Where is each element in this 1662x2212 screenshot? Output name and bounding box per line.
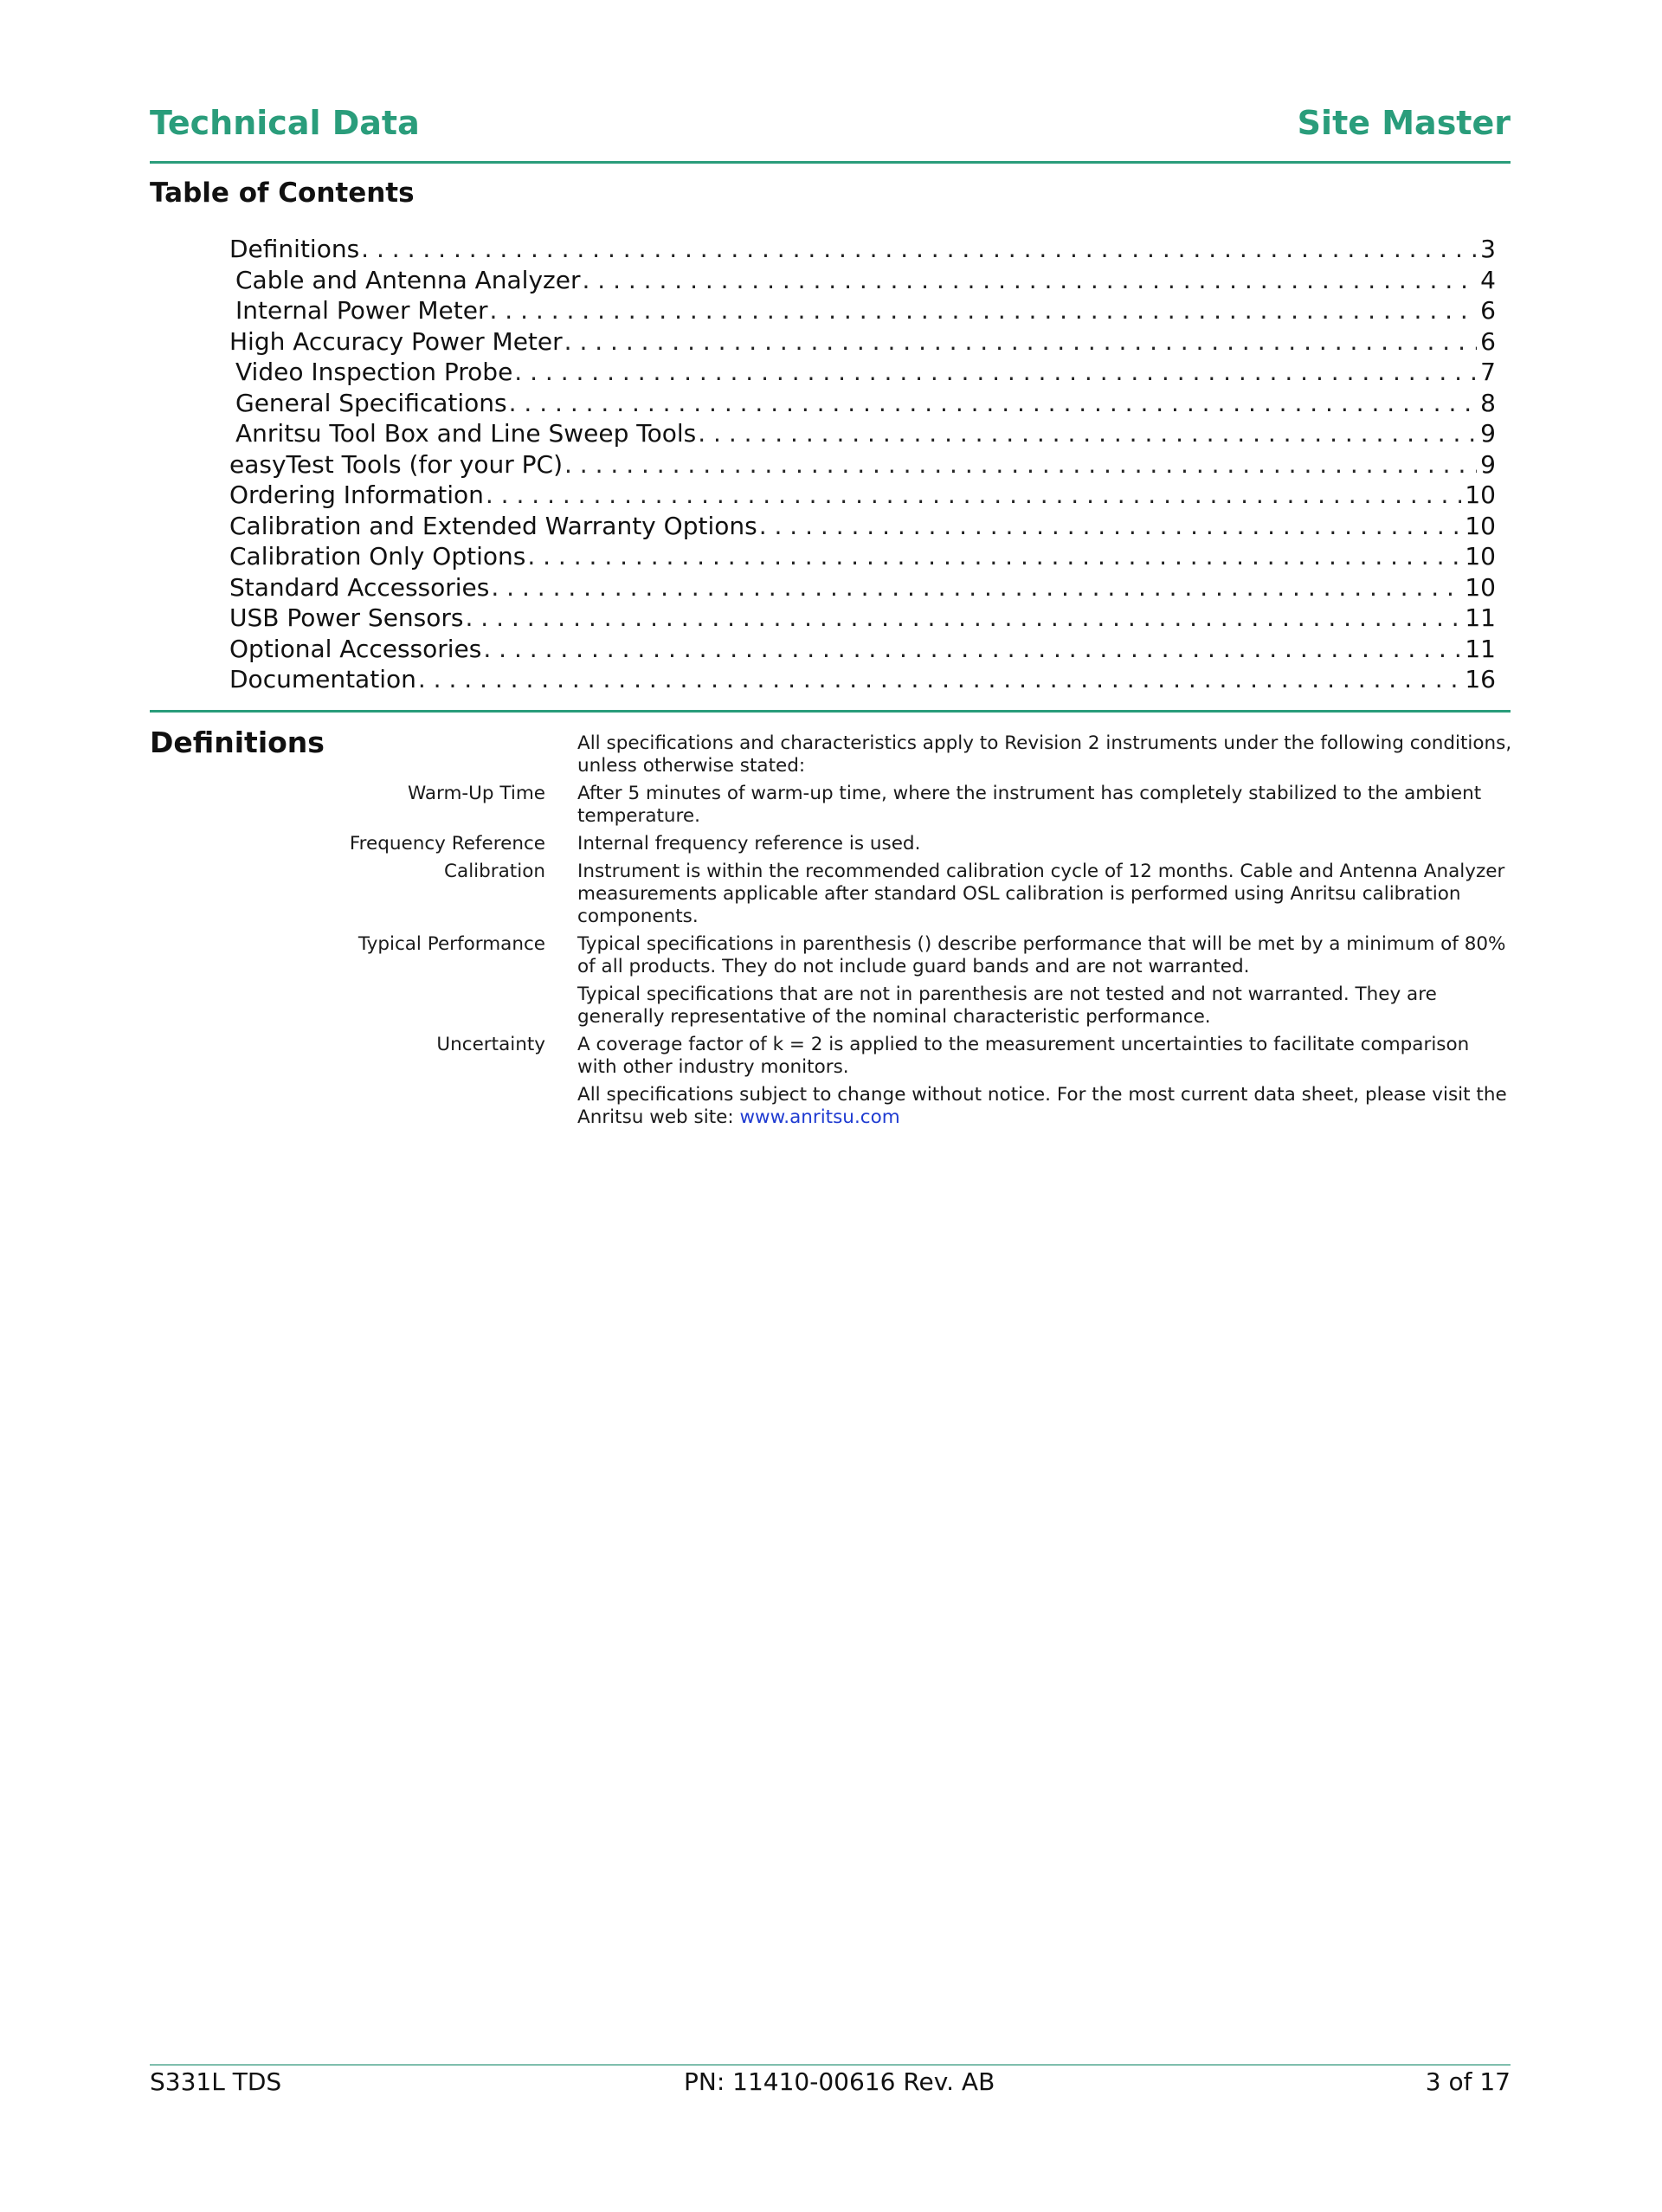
anritsu-website-link[interactable]: www.anritsu.com	[739, 1106, 900, 1128]
toc-entry-title: High Accuracy Power Meter	[229, 326, 563, 356]
definitions-closing-text: All specifications subject to change without notice. For the most current data sheet, please visit the Anritsu web site:	[577, 1084, 1507, 1128]
footer-page-number: 3 of 17	[1425, 2067, 1511, 2096]
footer-divider	[150, 2064, 1511, 2066]
toc-entry-page: 6	[1480, 326, 1496, 356]
toc-entry-page: 9	[1480, 419, 1496, 448]
definition-label-frequency-reference: Frequency Reference	[349, 833, 545, 854]
toc-entry-general-specifications[interactable]	[229, 388, 1496, 419]
header-title-left: Technical Data	[150, 104, 420, 142]
toc-entry-page: 11	[1465, 603, 1496, 632]
table-of-contents	[229, 234, 1496, 695]
footer-part-number: PN: 11410-00616 Rev. AB	[684, 2067, 995, 2096]
toc-entry-optional-accessories[interactable]	[229, 634, 1496, 665]
toc-entry-high-accuracy-power-meter[interactable]	[229, 326, 1496, 358]
toc-entry-page: 7	[1480, 358, 1496, 386]
toc-leader-dots	[698, 418, 1477, 449]
toc-entry-page: 10	[1465, 511, 1496, 540]
section-divider	[150, 710, 1511, 713]
toc-entry-title: Cable and Antenna Analyzer	[235, 265, 581, 294]
definition-label-calibration: Calibration	[444, 861, 545, 882]
toc-entry-title: Ordering Information	[229, 480, 484, 509]
header-title-right: Site Master	[1297, 104, 1511, 142]
toc-leader-dots	[489, 295, 1477, 326]
definition-text-frequency-reference: Internal frequency reference is used.	[577, 833, 921, 854]
toc-leader-dots	[418, 664, 1462, 695]
toc-entry-page: 3	[1480, 235, 1496, 263]
definition-label-warm-up: Warm-Up Time	[407, 783, 545, 804]
definition-text-calibration: Instrument is within the recommended calibration cycle of 12 months. Cable and Antenna Analyzer measurements applicable after standard OSL calibration is performed using Anritsu calibration components.	[577, 861, 1505, 927]
toc-leader-dots	[564, 326, 1478, 358]
definition-text-typical-not-parenthesis: Typical specifications that are not in parenthesis are not tested and not warranted. They are generally representative of the nominal characteristic performance.	[577, 983, 1437, 1028]
toc-entry-title: Internal Power Meter	[235, 296, 488, 325]
toc-entry-ordering-information[interactable]	[229, 480, 1496, 511]
toc-entry-title: easyTest Tools (for your PC)	[229, 449, 563, 479]
toc-entry-title: Anritsu Tool Box and Line Sweep Tools	[235, 419, 697, 448]
toc-entry-page: 4	[1480, 265, 1496, 294]
toc-entry-easytest-tools[interactable]	[229, 449, 1496, 480]
definition-text-typical-performance: Typical specifications in parenthesis () describe performance that will be met by a minimum of 80% of all products. They do not include guard bands and are not warranted.	[577, 933, 1506, 977]
toc-entry-tool-box-line-sweep[interactable]	[229, 418, 1496, 449]
toc-entry-title: Standard Accessories	[229, 572, 490, 602]
toc-entry-cable-antenna-analyzer[interactable]	[229, 265, 1496, 296]
toc-entry-page: 10	[1465, 572, 1496, 602]
toc-leader-dots	[564, 449, 1477, 480]
toc-entry-title: Calibration Only Options	[229, 542, 526, 571]
toc-entry-page: 10	[1465, 542, 1496, 571]
footer-document-id: S331L TDS	[150, 2067, 282, 2096]
toc-entry-documentation[interactable]	[229, 664, 1496, 695]
definition-label-typical-performance: Typical Performance	[358, 933, 545, 955]
definitions-title: Definitions	[150, 726, 325, 759]
toc-leader-dots	[527, 541, 1461, 572]
definitions-closing	[577, 1084, 1512, 1129]
toc-entry-title: Definitions	[229, 235, 360, 263]
toc-entry-video-inspection-probe[interactable]	[229, 357, 1496, 388]
toc-leader-dots	[582, 265, 1477, 296]
toc-entry-title: USB Power Sensors	[229, 603, 464, 632]
toc-leader-dots	[486, 480, 1462, 511]
toc-leader-dots	[491, 572, 1461, 603]
toc-leader-dots	[466, 603, 1462, 634]
toc-leader-dots	[759, 511, 1462, 542]
toc-entry-title: General Specifications	[235, 388, 507, 417]
toc-entry-definitions[interactable]	[229, 234, 1496, 265]
toc-entry-page: 8	[1480, 388, 1496, 417]
toc-entry-title: Optional Accessories	[229, 634, 482, 663]
toc-leader-dots	[514, 357, 1477, 388]
toc-entry-page: 10	[1465, 480, 1496, 509]
definition-label-uncertainty: Uncertainty	[436, 1034, 545, 1055]
toc-entry-calibration-warranty-options[interactable]	[229, 511, 1496, 542]
toc-entry-standard-accessories[interactable]	[229, 572, 1496, 603]
header-divider	[150, 161, 1511, 164]
toc-entry-page: 11	[1465, 634, 1496, 663]
toc-entry-title: Documentation	[229, 665, 416, 693]
toc-entry-page: 6	[1480, 296, 1496, 325]
toc-leader-dots	[361, 234, 1477, 265]
toc-entry-usb-power-sensors[interactable]	[229, 603, 1496, 634]
toc-entry-title: Video Inspection Probe	[235, 358, 513, 386]
definition-text-uncertainty: A coverage factor of k = 2 is applied to the measurement uncertainties to facilitate comparison with other industry monitors.	[577, 1034, 1470, 1078]
definition-text-warm-up: After 5 minutes of warm-up time, where the instrument has completely stabilized to the ambient temperature.	[577, 783, 1482, 827]
toc-entry-title: Calibration and Extended Warranty Options	[229, 511, 757, 540]
toc-entry-internal-power-meter[interactable]	[229, 295, 1496, 326]
toc-entry-page: 9	[1480, 449, 1496, 479]
page-header	[150, 104, 1511, 159]
toc-title: Table of Contents	[150, 177, 415, 209]
definitions-intro: All specifications and characteristics apply to Revision 2 instruments under the following conditions, unless otherwise stated:	[577, 732, 1512, 777]
toc-entry-page: 16	[1465, 665, 1496, 693]
toc-entry-calibration-only-options[interactable]	[229, 541, 1496, 572]
toc-leader-dots	[509, 388, 1478, 419]
toc-leader-dots	[483, 634, 1461, 665]
